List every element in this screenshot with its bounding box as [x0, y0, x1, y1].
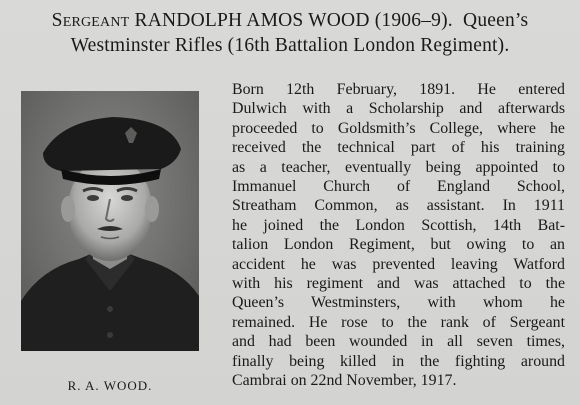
biography-line: Immanuel Church of England School,: [232, 178, 565, 196]
portrait-caption: R. A. WOOD.: [67, 378, 153, 393]
biography-line: received the technical part of his training: [232, 139, 565, 157]
biography-text: [232, 80, 565, 391]
biography-line: Cambrai on 22nd November, 1917.: [232, 372, 457, 390]
portrait-image: [21, 91, 199, 351]
entry-heading: [14, 8, 566, 58]
rank: Sergeant: [51, 10, 130, 31]
biography-line: remained. He rose to the rank of Sergeant: [232, 313, 565, 331]
biography-line: Dulwich with a Scholarship and afterwards: [232, 100, 565, 118]
heading-line-2: Westminster Rifles (16th Battalion London Regiment).: [70, 35, 510, 56]
school-years: (1906–9).: [374, 10, 453, 31]
biography-line: Streatham Common, as assistant. In 1911: [232, 197, 565, 215]
heading-line-1: [14, 8, 566, 33]
regiment-start: Queen’s: [463, 10, 529, 31]
portrait-photo: [21, 91, 199, 351]
soldier-name: RANDOLPH AMOS WOOD: [134, 10, 370, 31]
biography-line: Queen’s Westminsters, with whom he: [232, 294, 565, 312]
biography-line: and had been wounded in all seven times,: [232, 333, 565, 351]
biography-line: talion London Regiment, but owing to an: [232, 236, 565, 254]
biography-line: proceeded to Goldsmith’s College, where he: [232, 119, 565, 137]
biography-line: he joined the London Scottish, 14th Bat-: [232, 216, 565, 234]
biography-line: finally being killed in the fighting around: [232, 352, 565, 370]
biography-line: with his regiment and was attached to the: [232, 275, 565, 293]
biography-line: accident he was prevented leaving Watford: [232, 255, 565, 273]
biography-line: as a teacher, eventually being appointed to: [232, 158, 565, 176]
biography-line: Born 12th February, 1891. He entered: [232, 81, 565, 98]
